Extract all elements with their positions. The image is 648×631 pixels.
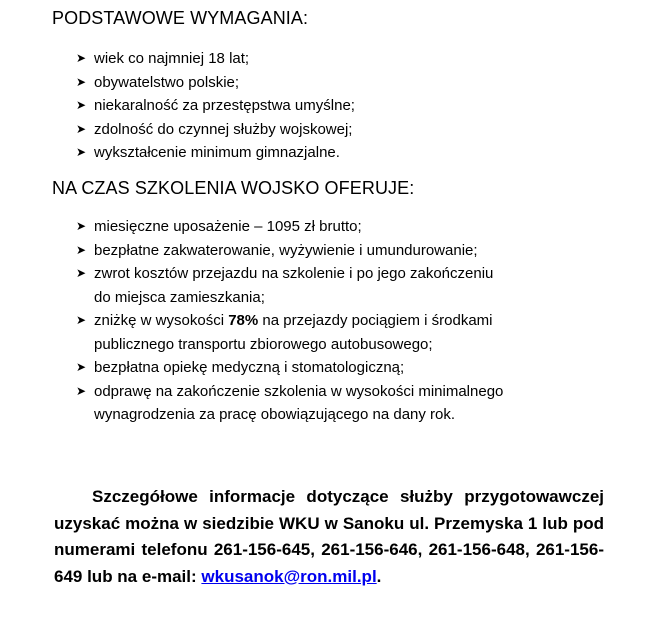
list-item: ➤ bezpłatne zakwaterowanie, wyżywienie i umundurowanie; (76, 239, 616, 263)
requirements-list (76, 47, 616, 165)
arrow-bullet-icon: ➤ (76, 266, 87, 280)
contact-paragraph: Szczegółowe informacje dotyczące służby przygotowawczej uzyskać można w siedzibie WKU w Sanoku ul. Przemyska 1 lub pod numerami telefonu 261-156-645, 261-156-646, 261-156-648, 261-156-649 lub na e-mail: wkusanok@ron.mil.pl. (54, 487, 604, 586)
requirements-heading: PODSTAWOWE WYMAGANIA: (52, 8, 309, 28)
arrow-bullet-icon: ➤ (76, 121, 87, 136)
list-item: ➤ zwrot kosztów przejazdu na szkolenie i po jego zakończeniu do miejsca zamieszkania; (76, 262, 616, 309)
list-item: ➤ wiek co najmniej 18 lat; (76, 47, 616, 71)
arrow-bullet-icon: ➤ (76, 313, 87, 327)
arrow-bullet-icon: ➤ (76, 51, 87, 65)
arrow-bullet-icon: ➤ (76, 219, 87, 233)
arrow-bullet-icon: ➤ (76, 145, 87, 159)
arrow-bullet-icon: ➤ (76, 242, 87, 257)
discount-percent: 78% (228, 312, 259, 329)
arrow-bullet-icon: ➤ (76, 74, 87, 89)
list-item: ➤ bezpłatna opiekę medyczną i stomatologiczną; (76, 356, 616, 380)
list-item: ➤ wykształcenie minimum gimnazjalne. (76, 141, 616, 165)
list-item: ➤ zdolność do czynnej służby wojskowej; (76, 118, 616, 142)
offer-list (76, 215, 616, 427)
list-item: ➤ niekaralność za przestępstwa umyślne; (76, 94, 616, 118)
arrow-bullet-icon: ➤ (76, 383, 87, 398)
list-item: ➤ odprawę na zakończenie szkolenia w wysokości minimalnego wynagrodzenia za pracę obowiązującego na dany rok. (76, 380, 616, 427)
contact-text: Szczegółowe informacje dotyczące służby przygotowawczej uzyskać można w siedzibie WKU w Sanoku ul. Przemyska 1 lub pod numerami telefonu 261-156-645, 261-156-646, 261-156-648, 261-156-649 lub na e-mail: (54, 487, 604, 586)
list-item: ➤ miesięczne uposażenie – 1095 zł brutto; (76, 215, 616, 239)
list-item: ➤ obywatelstwo polskie; (76, 71, 616, 95)
list-item: ➤ zniżkę w wysokości 78% na przejazdy pociągiem i środkami publicznego transportu zbiorowego autobusowego; (76, 309, 616, 356)
offer-heading: NA CZAS SZKOLENIA WOJSKO OFERUJE: (52, 178, 415, 198)
email-link[interactable]: wkusanok@ron.mil.pl (201, 566, 377, 586)
arrow-bullet-icon: ➤ (76, 360, 87, 374)
arrow-bullet-icon: ➤ (76, 98, 87, 112)
